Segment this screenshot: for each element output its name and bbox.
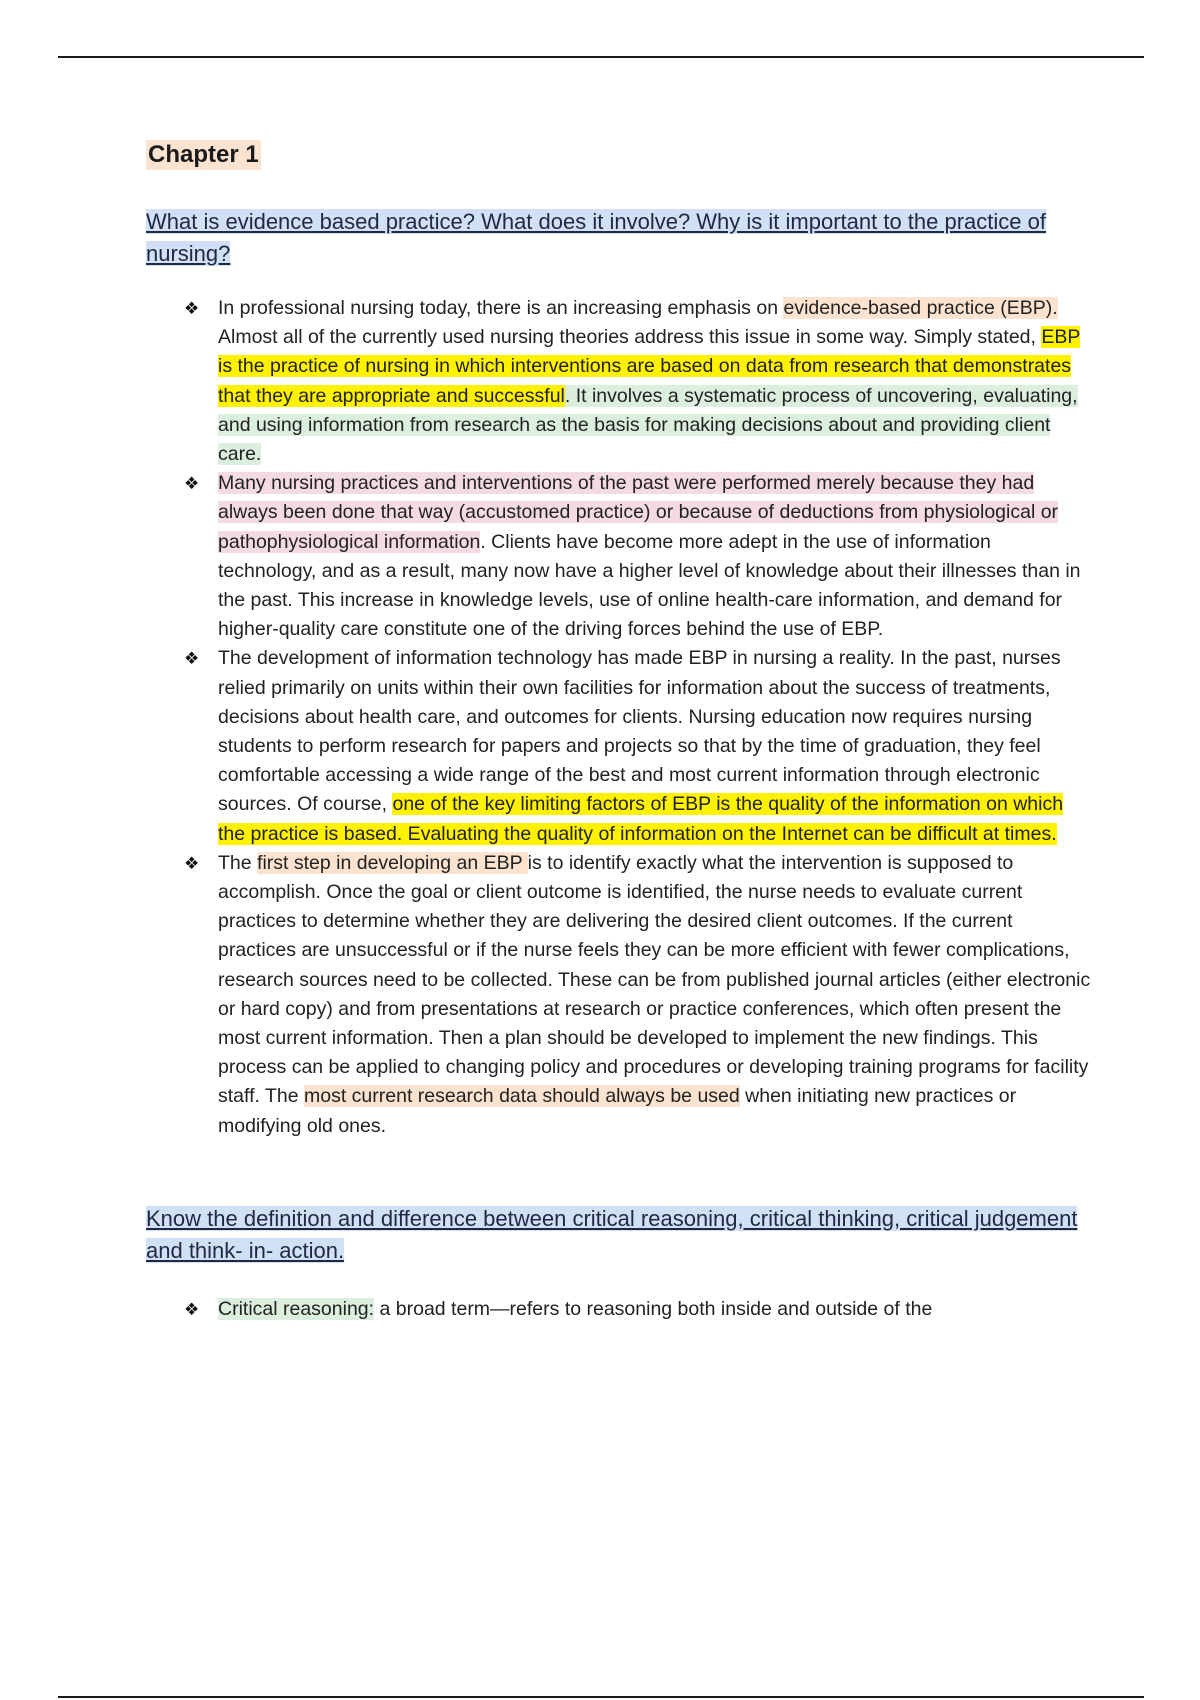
bullet-item	[146, 644, 1091, 848]
bullet-text: is to identify exactly what the intervention is supposed to accomplish. Once the goal or client outcome is identified, the nurse needs to evaluate current practices to determine whether they are delivering the desired client outcomes. If the current practices are unsuccessful or if the nurse feels they can be more efficient with fewer complications, research sources need to be collected. These can be from published journal articles (either electronic or hard copy) and from presentations at research or practice conferences, which often present the most current information. Then a plan should be developed to implement the new findings. This process can be applied to changing policy and procedures or developing training programs for facility staff. The	[218, 851, 1091, 1108]
diamond-bullet-icon: ❖	[184, 1299, 200, 1319]
bullet-list-critical	[146, 1295, 1091, 1324]
top-rule	[58, 56, 1144, 58]
bullet-text: The	[218, 851, 258, 874]
bullet-item	[146, 294, 1091, 469]
highlighted-text: one of the key limiting factors of EBP is the quality of the information on which the practice is based. Evaluating the quality of information on the Internet can be difficult at times.	[218, 793, 1064, 845]
highlighted-text: most current research data should always be used	[304, 1085, 740, 1108]
bullet-text: Almost all of the currently used nursing theories address this issue in some way. Simply stated,	[218, 326, 1042, 349]
document-body	[146, 140, 1091, 1324]
bullet-text: when initiating new practices or modifying old ones.	[218, 1085, 1017, 1137]
highlighted-text: first step in developing an EBP	[257, 851, 528, 874]
diamond-bullet-icon: ❖	[184, 474, 200, 494]
diamond-bullet-icon: ❖	[184, 299, 200, 318]
highlighted-text: evidence-based practice (EBP).	[783, 297, 1058, 319]
highlighted-text: . It involves a systematic process of uncovering, evaluating, and using information from research as the basis for making decisions about and providing client care.	[218, 384, 1078, 466]
bottom-rule	[58, 1696, 1144, 1698]
bullet-text: In professional nursing today, there is an increasing emphasis on	[218, 297, 784, 319]
highlighted-text: EBP is the practice of nursing in which interventions are based on data from research that demonstrates that they are appropriate and successful	[218, 326, 1081, 407]
bullet-item	[146, 849, 1091, 1141]
bullet-item	[146, 469, 1091, 644]
section-heading-ebp-text: What is evidence based practice? What does it involve? Why is it important to the practice of nursing?	[146, 209, 1046, 266]
chapter-title: Chapter 1	[148, 141, 259, 168]
diamond-bullet-icon: ❖	[184, 649, 200, 669]
bullet-text: a broad term—refers to reasoning both inside and outside of the	[374, 1297, 933, 1320]
diamond-bullet-icon: ❖	[184, 853, 200, 873]
section-heading-critical-text: Know the definition and difference between critical reasoning, critical thinking, critical judgement and think- in- action.	[146, 1205, 1078, 1263]
section-heading-ebp	[146, 206, 1091, 270]
highlighted-text: Critical reasoning:	[218, 1297, 375, 1320]
highlighted-text: Many nursing practices and interventions of the past were performed merely because they had always been done that way (accustomed practice) or because of deductions from physiological or pathophysiological information	[218, 472, 1059, 553]
bullet-text: The development of information technology has made EBP in nursing a reality. In the past, nurses relied primarily on units within their own facilities for information about the success of treatments, decisions about health care, and outcomes for clients. Nursing education now requires nursing students to perform research for papers and projects so that by the time of graduation, they feel comfortable accessing a wide range of the best and most current information through electronic sources. Of course,	[218, 647, 1061, 816]
bullet-list-ebp	[146, 294, 1091, 1141]
bullet-text: . Clients have become more adept in the use of information technology, and as a result, many now have a higher level of knowledge about their illnesses than in the past. This increase in knowledge levels, use of online health-care information, and demand for higher-quality care constitute one of the driving forces behind the use of EBP.	[218, 530, 1081, 641]
bullet-item	[146, 1295, 1091, 1324]
section-heading-critical	[146, 1203, 1091, 1267]
